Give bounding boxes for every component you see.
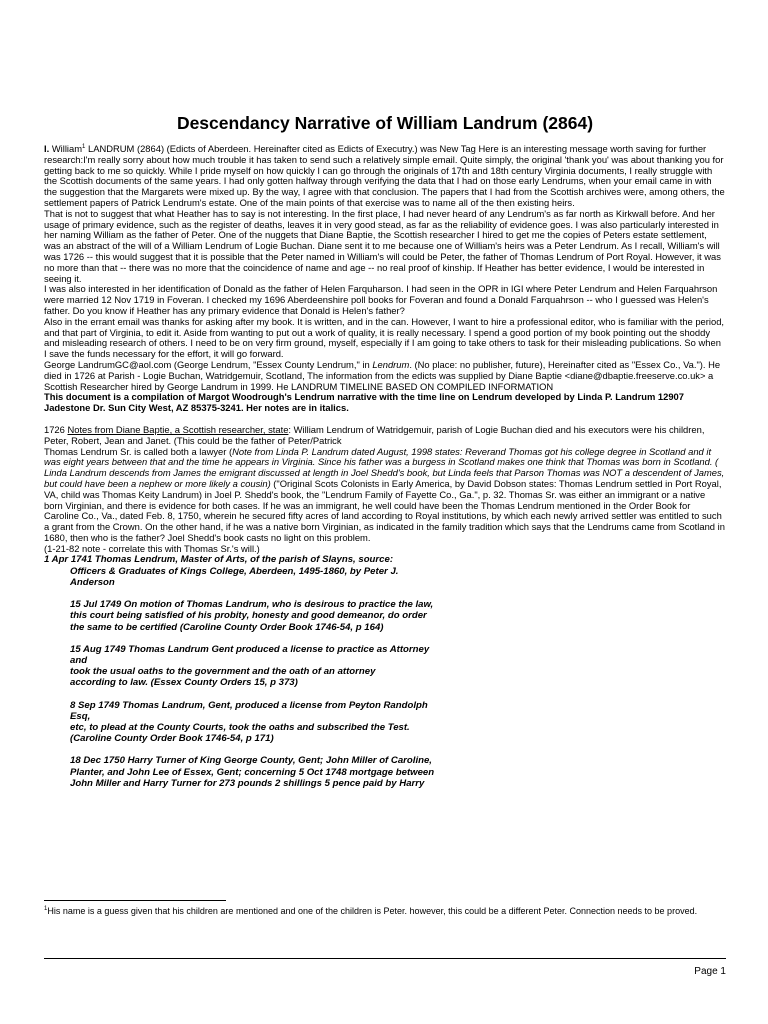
baptie-notes-paragraph [44, 425, 726, 447]
timeline-entry [44, 599, 726, 633]
paragraph-donald: I was also interested in her identification of Donald as the father of Helen Farquharson. I had seen in the OPR in IGI where Peter Lendrum and Helen Farquahrson were married 12 Nov 1719 in Foveran. I checked my 1696 Aberdeenshire poll books for Foveran and found a Donald Farquahrson -- who I guessed was Helen's father. Do you know if Heather has any primary evidence that Donald is Helen's father? [44, 283, 718, 316]
intro-text: (Edicts of Aberdeen. Hereinafter cited as Edicts of Executry.) was New Tag Here is an interesting message worth saving for further research:I'm really sorry about how much trouble it has taken to send such a relatively simple email. Quite simply, the original 'thank you' was about thanking you for getting back to me so quickly. While I pride myself on how quickly I can go through the originals of 17th and 18th century Virginia documents, I really struggle with the Scottish documents of the same years. I had only gotten halfway through verifying the data that I had on those early Lendrums, when your email came in with the suggestion that the Margarets were mixed up. By the way, I agree with that conclusion. The papers that I had from the Scottish archives were, among others, the settlement papers of Patrick Lendrum's estate. One of the main points of that exercise was to name all of the then existing heirs. [44, 143, 725, 208]
footnote [44, 906, 726, 917]
page-footer-divider [44, 958, 726, 959]
correlate-note: (1-21-82 note - correlate this with Thomas Sr.'s will.) [44, 542, 260, 554]
timeline-entry [44, 700, 726, 745]
person-surname: LANDRUM (2864) [88, 143, 165, 154]
george-text-a: George LandrumGC@aol.com (George Lendrum, "Essex County Lendrum," in [44, 358, 370, 370]
notes-source-link[interactable]: Notes from Diane Baptie, a Scottish researcher, state [67, 423, 289, 435]
thomas-paragraph [44, 447, 726, 544]
timeline-entry [44, 755, 726, 789]
timeline-line: 1 Apr 1741 Thomas Lendrum, Master of Arts, of the parish of Slayns, source: [44, 554, 394, 566]
paragraph-book: Also in the errant email was thanks for asking after my book. It is written, and in the can. However, I want to hire a professional editor, who is familiar with the period, and that part of Virginia, to edit it. Aside from wanting to put out a work of quality, it is really necessary. I spend a good portion of my book pointing out the shoddy and misleading research of others. I need to be on very firm ground, myself, especially if I am going to take others to task for their misleading publications. So when I save the funds necessary for the effort, it will go forward. [44, 315, 725, 360]
timeline-line: Officers & Graduates of Kings College, Aberdeen, 1495-1860, by Peter J. [70, 565, 399, 577]
notes-year: 1726 [44, 423, 65, 435]
timeline-line: Anderson [70, 576, 115, 588]
book-title-italic: Lendrum [372, 358, 410, 370]
timeline-line: Esq, [70, 710, 91, 722]
timeline-entry [44, 554, 726, 588]
paragraph-george [44, 360, 726, 392]
page-number: Page 1 [694, 966, 726, 977]
timeline-line: according to law. (Essex County Orders 15, p 373) [70, 677, 298, 689]
thomas-text-b: ("Original Scots Colonists in Early America, by David Dobson states: Thomas Lendrum settled in Port Royal, VA, child was Thomas Keity Landrum) in Joel P. Shedd's book, the "Lendrum Family of Fayette Co., Ga.", p. 32. Thomas Sr. was either an immigrant or a native born Virginian, and there is evidence for both cases. If he was an immigrant, he well could have been the Thomas Lendrum mentioned in the Order Book for Caroline Co., Va., dated Feb. 8, 1750, wherein he secured fifty acres of land according to Royal institutions, by which each newly arrived settler was entitled to such a grant from the Crown. On the other hand, if he was a native born Virginian, as indicated in the family tradition which says that the Lendrums came from Scotland in 1680, then who is the father? Joel Shedd's book casts no light on this problem. [44, 477, 725, 543]
timeline-line: Planter, and John Lee of Essex, Gent; concerning 5 Oct 1748 mortgage between [70, 766, 435, 778]
linda-note-italic: Note from Linda P. Landrum dated August, 1998 states: Reverand Thomas got his college degree in Scotland and it was eight years between that and the time he appears in Virginia. Since his father was a burgess in Scotland makes one think that Thomas was born in Scotland. ( Linda Landrum descends from James the emigrant discussed at length in Joel Shedd's book, but Linda feels that Parson Thomas was NOT a descendent of James, but could have been a nephew or more likely a cousin) [44, 445, 725, 489]
george-text-b: . (No place: no publisher, future), Hereinafter cited as "Essex Co., Va."). He died in 1726 at Parish - Logie Buchan, Watridgemuir, Scotland, The information from the edicts was supplied by Diane Baptie <diane@dbaptie.freeserve.co.uk> a Scottish Researcher hired by George Landrum in 1999. He LANDRUM TIMELINE BASED ON COMPILED INFORMATION [44, 358, 721, 392]
timeline-line: 15 Jul 1749 On motion of Thomas Landrum, who is desirous to practice the law, [70, 599, 434, 611]
timeline-line: 8 Sep 1749 Thomas Landrum, Gent, produced a license from Peyton Randolph [70, 699, 428, 711]
person-first-name: William [51, 143, 83, 154]
timeline-line: 18 Dec 1750 Harry Turner of King George County, Gent; John Miller of Caroline, [70, 755, 432, 767]
document-body [44, 144, 726, 789]
thomas-text-a: Thomas Lendrum Sr. is called both a lawyer ( [44, 445, 233, 457]
timeline-line: this court being satisfied of his probity, honesty and good demeanor, do order [70, 610, 427, 622]
paragraph-heather: That is not to suggest that what Heather has to say is not interesting. In the first place, I had never heard of any Lendrum's as far north as Kirkwall before. And her usage of primary evidence, such as the register of deaths, leaves it in very good stead, as far as the reliability of evidence goes. I was also particularly interested in her naming William as the father of Peter. One of the nuggets that Diane Baptie, the Scottish researcher I hired to get me the copies of Peters estate settlement, was an abstract of the will of a William Lendrum of Logie Buchan. Diane sent it to me because one of William's heirs was a Peter Lendrum. As I recall, William's will was 1726 -- this would suggest that it is possible that the Peter named in William's will could be Peter, the father of Thomas Lendrum of Port Royal. However, it was no more than that -- there was no more that the coincidence of name and age -- no real proof of kinship. If Heather has better evidence, I would be interested in seeing it. [44, 207, 721, 284]
timeline-line: etc, to plead at the County Courts, took the oaths and subscribed the Test. [70, 721, 410, 733]
timeline-entry [44, 644, 726, 689]
footnote-divider [44, 900, 226, 901]
intro-paragraph [44, 144, 726, 209]
timeline-line: the same to be certified (Caroline County Order Book 1746-54, p 164) [70, 621, 384, 633]
timeline-line: and [70, 654, 88, 666]
timeline-entries [44, 554, 726, 788]
document-page [44, 0, 726, 1024]
timeline-line: 15 Aug 1749 Thomas Landrum Gent produced a license to practice as Attorney [70, 643, 430, 655]
footnote-mark: 1 [44, 906, 48, 912]
timeline-line: (Caroline County Order Book 1746-54, p 171) [70, 733, 274, 745]
timeline-line: John Miller and Harry Turner for 273 pounds 2 shillings 5 pence paid by Harry [70, 777, 425, 789]
compilation-note: This document is a compilation of Margot Woodrough's Lendrum narrative with the time line on Lendrum developed by Linda P. Landrum 12907 Jadestone Dr. Sun City West, AZ 85375-3241. Her notes are in italics. [44, 391, 684, 414]
footnote-text: His name is a guess given that his children are mentioned and one of the children is Peter. however, this could be a different Peter. Connection needs to be proved. [47, 906, 698, 916]
footnote-reference: 1 [82, 143, 86, 150]
document-title: Descendancy Narrative of William Landrum (2864) [176, 113, 594, 133]
timeline-line: took the usual oaths to the government and the oath of an attorney [70, 666, 376, 678]
notes-text: : William Lendrum of Watridgemuir, parish of Logie Buchan died and his executors were his children, Peter, Robert, Jean and Janet. (This could be the father of Peter/Patrick [44, 423, 705, 446]
section-numeral: I. [44, 143, 50, 154]
